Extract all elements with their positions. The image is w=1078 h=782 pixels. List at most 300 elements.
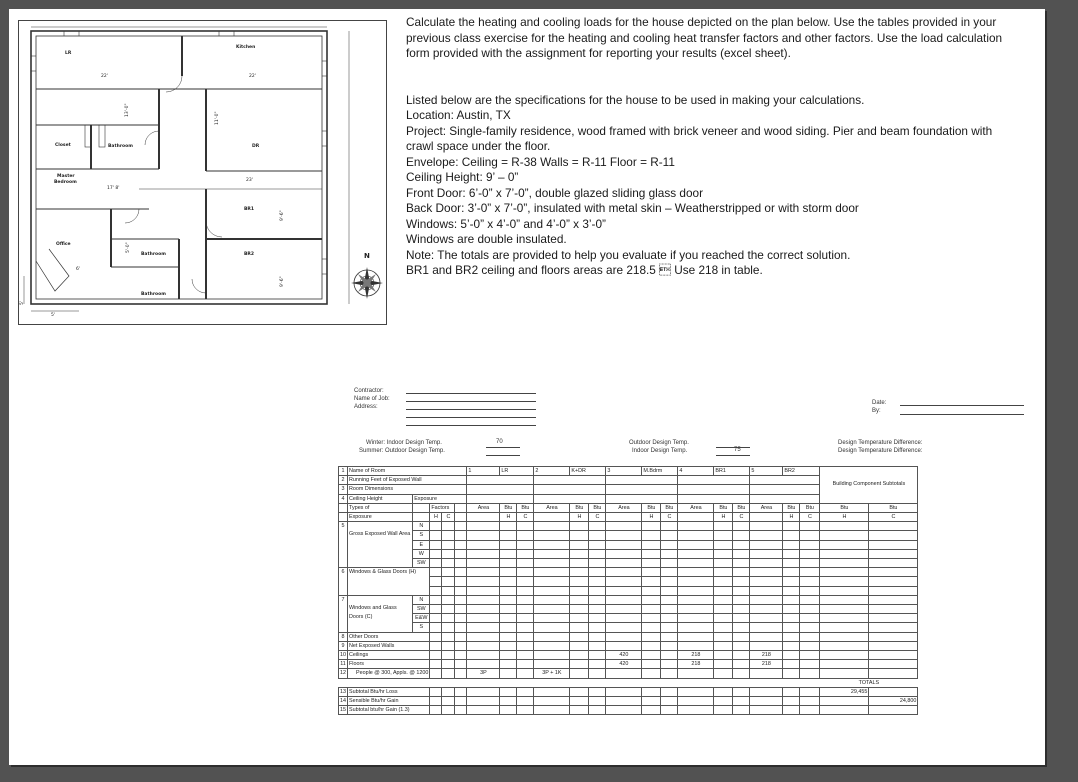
table-cell [783,614,800,623]
row-label: Floors [348,660,430,669]
intro-paragraph: Calculate the heating and cooling loads for the house depicted on the plan below. Use the tables provided in your previous class exercise for the heating and cooling heat transfer factors and other factors. Use the load calculation form provided with the assignment for reporting your results (excel sheet). [406,15,1003,60]
table-cell [750,623,783,632]
form-header [336,387,1036,467]
document-page [9,9,1045,765]
spec-line: Listed below are the specifications for the house to be used in making your calculations. [406,92,865,107]
total-gain-value: 24,800 [869,697,918,706]
table-cell [517,559,534,568]
table-cell [442,641,455,650]
table-cell [455,623,467,632]
table-row [339,513,918,522]
table-cell [678,605,714,614]
table-cell [820,522,869,531]
direction-label: SW [413,559,430,568]
table-cell [570,641,589,650]
table-cell [442,632,455,641]
table-cell [661,669,678,678]
table-cell [430,559,442,568]
table-cell [783,577,800,586]
table-cell [570,614,589,623]
table-cell [517,697,534,706]
indoor-design-line [716,455,750,456]
job-line [406,401,536,402]
table-row [339,503,918,512]
table-cell [534,540,570,549]
table-cell [800,559,820,568]
room-name: LR [500,467,534,476]
table-cell [714,687,733,696]
indoor-design-value: 75 [734,447,741,453]
table-cell [783,641,800,650]
table-cell [467,559,500,568]
table-cell [678,623,714,632]
table-cell [800,577,820,586]
value-cell: 218 [678,651,714,660]
row-number: 3 [339,485,348,494]
table-cell [733,605,750,614]
total-cell [869,687,918,696]
spec-line: Ceiling Height: 9’ – 0” [406,170,519,184]
summer-outdoor-label: Summer: Outdoor Design Temp. [359,448,445,454]
table-cell [661,577,678,586]
table-cell [606,577,642,586]
table-cell [820,531,869,540]
area-header: Area [606,503,642,512]
table-cell [733,651,750,660]
table-cell [442,577,455,586]
value-cell: 218 [750,651,783,660]
room-bathroom-3: Bathroom [141,292,166,297]
total-cell [820,697,869,706]
table-cell [661,641,678,650]
table-cell [570,651,589,660]
table-cell [589,660,606,669]
date-line [900,405,1024,406]
winter-indoor-line [486,447,520,448]
outdoor-design-label: Outdoor Design Temp. [629,440,689,446]
table-cell [869,577,918,586]
table-cell [467,687,500,696]
table-cell [442,660,455,669]
table-cell [430,568,442,577]
table-cell [517,531,534,540]
table-cell [467,697,500,706]
specifications-text [406,15,1006,279]
room-name: BR1 [714,467,750,476]
table-cell [733,586,750,595]
value-cell: 3P + 1K [534,669,570,678]
table-cell [500,595,517,604]
room-number: 3 [606,467,642,476]
table-cell [467,660,500,669]
table-cell [430,577,442,586]
table-row [339,669,918,678]
dim-kitchen-width: 22' [249,74,256,79]
table-cell [606,697,642,706]
direction-label: N [413,522,430,531]
table-cell [517,577,534,586]
table-cell [534,494,606,503]
table-cell [467,549,500,558]
table-cell [678,485,750,494]
table-cell [467,531,500,540]
table-cell [678,522,714,531]
table-cell [606,641,642,650]
table-cell [589,697,606,706]
table-cell [455,549,467,558]
table-cell [534,485,606,494]
table-cell [606,632,642,641]
table-cell [430,706,442,715]
table-cell [714,669,733,678]
table-cell [467,513,500,522]
winter-indoor-label: Winter: Indoor Design Temp. [366,440,442,446]
table-cell [534,476,606,485]
table-cell [750,531,783,540]
table-cell [733,697,750,706]
h-label: H [783,513,800,522]
table-cell [642,577,661,586]
table-cell [534,632,570,641]
table-cell [430,641,442,650]
table-cell [570,549,589,558]
table-cell [589,559,606,568]
table-cell [800,540,820,549]
c-label: C [589,513,606,522]
table-cell [800,568,820,577]
row-number: 13 [340,688,346,695]
table-cell [750,614,783,623]
table-cell [534,513,570,522]
table-cell [678,595,714,604]
table-cell [606,549,642,558]
table-cell [570,605,589,614]
table-cell [800,522,820,531]
table-cell [534,559,570,568]
direction-label: N [413,595,430,604]
table-cell [661,660,678,669]
table-cell [589,568,606,577]
table-cell [589,605,606,614]
table-cell [733,595,750,604]
table-cell [534,697,570,706]
spec-line: Note: The totals are provided to help you evaluate if you reached the correct solution. [406,247,851,262]
table-cell [455,503,467,512]
table-cell [714,559,733,568]
table-cell [455,651,467,660]
table-cell [534,660,570,669]
table-cell [869,586,918,595]
table-cell [455,595,467,604]
row-number: 11 [340,661,346,668]
table-cell [661,559,678,568]
table-cell [661,586,678,595]
table-cell [642,651,661,660]
table-cell [534,706,570,715]
table-cell [500,522,517,531]
table-cell [455,531,467,540]
table-cell [642,660,661,669]
types-of-label: Types of [348,503,413,512]
row-label: Ceiling Height [348,494,413,503]
table-cell [678,697,714,706]
table-cell [442,614,455,623]
table-cell [455,641,467,650]
by-line [900,414,1024,415]
table-cell [642,669,661,678]
table-cell [442,687,455,696]
row-number: 9 [339,641,348,650]
table-cell [820,605,869,614]
table-cell [678,632,714,641]
table-cell [800,614,820,623]
table-cell [783,697,800,706]
table-cell [869,614,918,623]
floor-plan-drawing [19,21,386,324]
table-cell [714,623,733,632]
contractor-line [406,393,536,394]
table-cell [800,605,820,614]
table-cell [642,632,661,641]
table-cell [534,651,570,660]
btu-header: Btu [783,503,800,512]
table-cell [750,522,783,531]
table-cell [642,531,661,540]
row-label: Ceilings [348,651,430,660]
room-number: 4 [678,467,714,476]
dim-office: 6' [76,267,81,272]
table-cell [678,577,714,586]
table-cell [678,540,714,549]
table-cell [455,697,467,706]
table-cell [642,687,661,696]
table-cell [783,706,800,715]
table-cell [606,706,642,715]
table-cell [750,513,783,522]
table-cell [820,568,869,577]
table-cell [500,540,517,549]
table-cell [500,669,517,678]
direction-label: E&W [413,614,430,623]
table-cell [678,669,714,678]
table-cell [783,623,800,632]
table-cell [467,605,500,614]
row-number: 15 [340,707,346,714]
table-cell [467,632,500,641]
table-cell [733,669,750,678]
table-row [339,687,918,696]
table-cell [570,632,589,641]
table-cell [661,687,678,696]
table-cell [783,660,800,669]
table-cell [500,559,517,568]
table-cell [500,706,517,715]
h-label: H [714,513,733,522]
table-cell [733,522,750,531]
table-cell [455,559,467,568]
table-cell [467,595,500,604]
room-name: M.Bdrm [642,467,678,476]
table-cell [750,669,783,678]
table-row [339,614,918,623]
table-cell [534,577,570,586]
total-cell [820,706,869,715]
table-cell [869,605,918,614]
table-cell [442,697,455,706]
table-cell [661,549,678,558]
room-lr: LR [65,51,72,56]
table-cell [517,540,534,549]
table-cell [750,476,820,485]
table-cell [606,595,642,604]
table-cell [642,706,661,715]
total-loss-value: 29,455 [820,687,869,696]
row-label: Exposure [413,494,467,503]
table-cell [678,513,714,522]
table-cell [800,531,820,540]
table-cell [570,623,589,632]
table-cell [570,540,589,549]
table-cell [642,549,661,558]
table-cell [750,687,783,696]
table-cell [714,706,733,715]
table-cell [339,678,820,687]
table-row [339,531,918,540]
table-cell [750,494,820,503]
table-cell [430,614,442,623]
table-cell [733,531,750,540]
address-label: Address: [354,404,378,410]
address-line [406,409,536,410]
table-cell [467,577,500,586]
btu-header: Btu [570,503,589,512]
h-label: H [430,513,442,522]
table-cell [642,568,661,577]
table-cell [733,687,750,696]
dim-dr-height: 11'-0" [215,111,220,125]
area-header: Area [467,503,500,512]
dim-br1-width: 23' [246,178,253,183]
table-row [339,697,918,706]
table-cell [467,641,500,650]
table-cell [570,531,589,540]
btu-header: Btu [517,503,534,512]
table-cell [714,540,733,549]
table-cell [467,651,500,660]
table-cell [606,476,678,485]
table-cell [661,568,678,577]
table-cell [783,522,800,531]
room-br1: BR1 [244,207,255,212]
table-row [339,595,918,604]
load-calculation-table [338,466,918,715]
table-cell [589,623,606,632]
table-cell [869,623,918,632]
table-cell [500,568,517,577]
value-cell: 420 [606,660,642,669]
table-cell [430,632,442,641]
table-cell [869,632,918,641]
spec-line: Back Door: 3’-0” x 7’-0”, insulated with metal skin – Weatherstripped or with storm door [406,201,859,215]
table-cell [442,595,455,604]
h-label: H [820,513,869,522]
table-cell [430,669,442,678]
spec-line: Location: Austin, TX [406,108,511,122]
table-cell [642,540,661,549]
table-cell [534,522,570,531]
table-cell [455,586,467,595]
table-cell [733,577,750,586]
dtd-2-label: Design Temperature Difference: [838,448,923,454]
btu-header: Btu [869,503,918,512]
table-cell [517,651,534,660]
table-cell [783,586,800,595]
by-label: By: [872,408,881,414]
table-cell [783,605,800,614]
row-number: 4 [339,494,348,503]
table-cell [455,522,467,531]
table-cell [500,577,517,586]
table-cell [442,531,455,540]
table-cell [750,559,783,568]
value-cell: 218 [750,660,783,669]
table-cell [678,549,714,558]
table-cell [500,632,517,641]
row-number: 5 [339,522,348,568]
floor-plan [18,20,387,325]
table-cell [534,641,570,650]
table-cell [467,540,500,549]
indoor-design-label: Indoor Design Temp. [632,448,688,454]
table-cell [714,595,733,604]
table-cell [339,503,348,512]
room-number: 1 [467,467,500,476]
table-cell [500,641,517,650]
room-br2: BR2 [244,252,255,257]
table-row [339,605,918,614]
btu-header: Btu [661,503,678,512]
table-cell [430,605,442,614]
address-line-3 [406,425,536,426]
table-cell [339,513,348,522]
table-cell [500,623,517,632]
table-cell [467,623,500,632]
c-label: C [733,513,750,522]
table-cell [678,706,714,715]
value-cell: 3P [467,669,500,678]
table-cell [661,595,678,604]
winter-indoor-value: 70 [496,439,503,445]
table-cell [455,706,467,715]
c-label: C [800,513,820,522]
table-cell [455,540,467,549]
table-cell [783,669,800,678]
row-label: Name of Room [348,467,467,476]
table-cell [570,568,589,577]
table-cell [606,568,642,577]
table-cell [661,605,678,614]
table-cell [678,641,714,650]
table-cell [500,531,517,540]
table-cell [678,568,714,577]
table-cell [869,595,918,604]
room-number: 2 [534,467,570,476]
table-cell [714,577,733,586]
table-cell [733,540,750,549]
table-cell [783,559,800,568]
direction-label: W [413,549,430,558]
contractor-label: Contractor: [354,388,384,394]
